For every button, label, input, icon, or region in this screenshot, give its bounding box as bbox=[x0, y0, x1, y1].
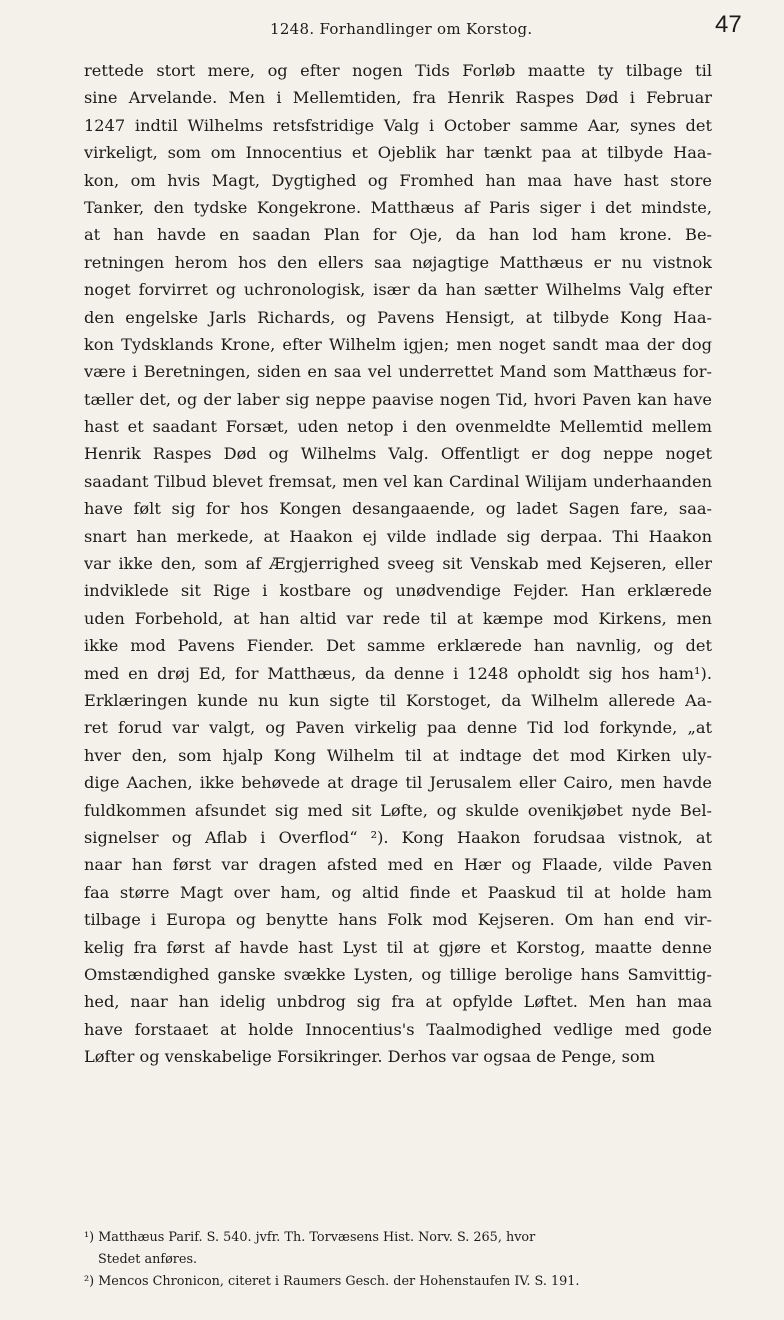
text-line: virkeligt, som om Innocentius et Ojeblik har tænkt paa at tilbyde Haa- bbox=[84, 143, 712, 163]
text-line: var ikke den, som af Ærgjerrighed sveeg sit Venskab med Kejseren, eller bbox=[84, 554, 712, 574]
text-line: være i Beretningen, siden en saa vel underrettet Mand som Matthæus for- bbox=[84, 362, 712, 382]
text-line: tæller det, og der laber sig neppe paavise nogen Tid, hvori Paven kan have bbox=[84, 389, 712, 409]
text-line: have følt sig for hos Kongen desangaaende, og ladet Sagen fare, saa- bbox=[84, 499, 712, 519]
text-line: hed, naar han idelig unbdrog sig fra at opfylde Løftet. Men han maa bbox=[84, 992, 712, 1012]
text-line: Tanker, den tydske Kongekrone. Matthæus af Paris siger i det mindste, bbox=[84, 197, 712, 217]
text-line: den engelske Jarls Richards, og Pavens Hensigt, at tilbyde Kong Haa- bbox=[84, 307, 712, 327]
text-line: dige Aachen, ikke behøvede at drage til Jerusalem eller Cairo, men havde bbox=[84, 773, 712, 793]
text-line: 1247 indtil Wilhelms retsfstridige Valg i October samme Aar, synes det bbox=[84, 115, 712, 135]
text-line: kon, om hvis Magt, Dygtighed og Fromhed han maa have hast store bbox=[84, 170, 712, 190]
text-line: kon Tydsklands Krone, efter Wilhelm igjen; men noget sandt maa der dog bbox=[84, 334, 712, 354]
text-line: indviklede sit Rige i kostbare og unødvendige Fejder. Han erklærede bbox=[84, 581, 712, 601]
text-line: Henrik Raspes Død og Wilhelms Valg. Offentligt er dog neppe noget bbox=[84, 444, 712, 464]
text-line: rettede stort mere, og efter nogen Tids Forløb maatte ty tilbage til bbox=[84, 61, 712, 80]
text-line: noget forvirret og uchronologisk, især da han sætter Wilhelms Valg efter bbox=[84, 280, 712, 300]
text-line: hast et saadant Forsæt, uden netop i den ovenmeldte Mellemtid mellem bbox=[84, 417, 712, 437]
footnotes bbox=[84, 1227, 712, 1293]
page-number: 47 bbox=[715, 11, 742, 38]
text-line: fuldkommen afsundet sig med sit Løfte, og skulde ovenikjøbet nyde Bel- bbox=[84, 800, 712, 820]
text-line: tilbage i Europa og benytte hans Folk mod Kejseren. Om han end vir- bbox=[84, 910, 712, 930]
footnote-line: ²) Mencos Chronicon, citeret i Raumers Gesch. der Hohenstaufen IV. S. 191. bbox=[84, 1274, 580, 1289]
text-line: retningen herom hos den ellers saa nøjagtige Matthæus er nu vistnok bbox=[84, 252, 712, 272]
text-line: naar han først var dragen afsted med en Hær og Flaade, vilde Paven bbox=[84, 855, 712, 875]
text-line: saadant Tilbud blevet fremsat, men vel kan Cardinal Wilijam underhaanden bbox=[84, 471, 712, 491]
running-head bbox=[85, 8, 784, 48]
body-text bbox=[84, 57, 712, 1070]
text-line: at han havde en saadan Plan for Oje, da han lod ham krone. Be- bbox=[84, 225, 712, 245]
footnote-line: Stedet anføres. bbox=[98, 1252, 198, 1267]
text-line: faa større Magt over ham, og altid finde et Paaskud til at holde ham bbox=[84, 882, 712, 902]
text-line: hver den, som hjalp Kong Wilhelm til at indtage det mod Kirken uly- bbox=[84, 745, 712, 765]
text-line: ikke mod Pavens Fiender. Det samme erklærede han navnlig, og det bbox=[84, 636, 712, 656]
text-line: Omstændighed ganske svække Lysten, og tillige berolige hans Samvittig- bbox=[84, 964, 712, 984]
text-line: have forstaaet at holde Innocentius's Taalmodighed vedlige med gode bbox=[84, 1019, 712, 1039]
text-line: kelig fra først af havde hast Lyst til at gjøre et Korstog, maatte denne bbox=[84, 937, 712, 957]
text-line: med en drøj Ed, for Matthæus, da denne i 1248 opholdt sig hos ham¹). bbox=[84, 663, 712, 683]
text-line: snart han merkede, at Haakon ej vilde indlade sig derpaa. Thi Haakon bbox=[84, 526, 712, 546]
text-line: uden Forbehold, at han altid var rede til at kæmpe mod Kirkens, men bbox=[84, 608, 712, 628]
text-line: sine Arvelande. Men i Mellemtiden, fra Henrik Raspes Død i Februar bbox=[84, 88, 712, 108]
text-line: Erklæringen kunde nu kun sigte til Korstoget, da Wilhelm allerede Aa- bbox=[84, 690, 712, 710]
text-line: ret forud var valgt, og Paven virkelig paa denne Tid lod forkynde, „at bbox=[84, 718, 712, 738]
text-line: Løfter og venskabelige Forsikringer. Derhos var ogsaa de Penge, som bbox=[84, 1047, 656, 1067]
text-line: signelser og Aflab i Overflod“ ²). Kong Haakon forudsaa vistnok, at bbox=[84, 827, 712, 847]
running-title: 1248. Forhandlinger om Korstog. bbox=[270, 20, 533, 38]
footnote-line: ¹) Matthæus Parif. S. 540. jvfr. Th. Torvæsens Hist. Norv. S. 265, hvor bbox=[84, 1230, 536, 1245]
